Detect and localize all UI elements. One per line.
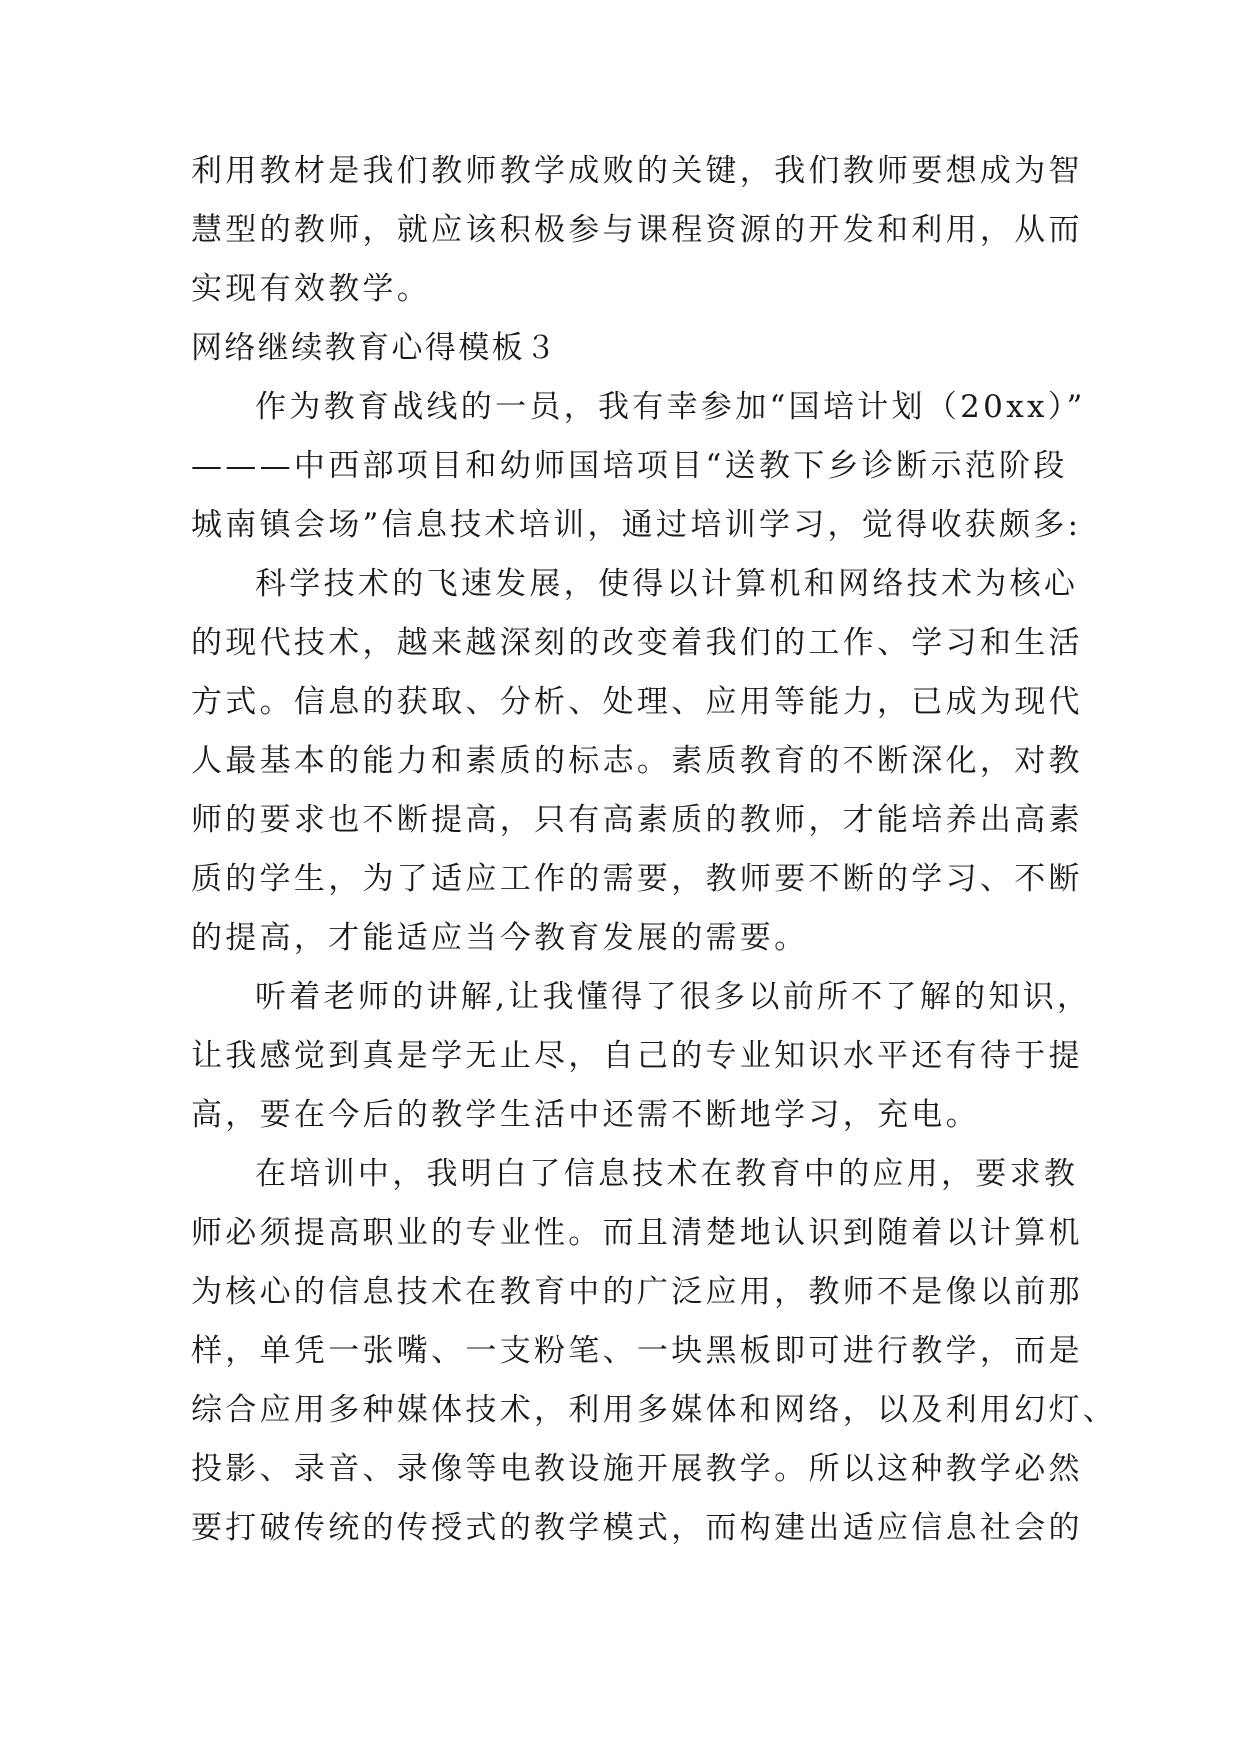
paragraph-line: 师的要求也不断提高，只有高素质的教师，才能培养出高素: [191, 802, 1083, 838]
paragraph-line: 人最基本的能力和素质的标志。素质教育的不断深化，对教: [191, 743, 1083, 779]
paragraph-line: 要打破传统的传授式的教学模式，而构建出适应信息社会的: [191, 1510, 1083, 1546]
section-heading: 网络继续教育心得模板３: [191, 330, 559, 366]
paragraph-line: 科学技术的飞速发展，使得以计算机和网络技术为核心: [255, 566, 1079, 602]
paragraph-line: 利用教材是我们教师教学成败的关键，我们教师要想成为智: [191, 153, 1083, 189]
paragraph-line: 城南镇会场”信息技术培训，通过培训学习，觉得收获颇多:: [191, 507, 1082, 543]
paragraph-line: 作为教育战线的一员，我有幸参加“国培计划（20xx）”: [255, 389, 1086, 425]
paragraph-line: 慧型的教师，就应该积极参与课程资源的开发和利用，从而: [191, 212, 1083, 248]
paragraph-line: 质的学生，为了适应工作的需要，教师要不断的学习、不断: [191, 861, 1083, 897]
paragraph-line: 的现代技术，越来越深刻的改变着我们的工作、学习和生活: [191, 625, 1083, 661]
paragraph-line: 在培训中，我明白了信息技术在教育中的应用，要求教: [255, 1156, 1079, 1192]
paragraph-line: 为核心的信息技术在教育中的广泛应用，教师不是像以前那: [191, 1274, 1083, 1310]
paragraph-line: ———中西部项目和幼师国培项目“送教下乡诊断示范阶段: [191, 448, 1068, 484]
paragraph-line: 的提高，才能适应当今教育发展的需要。: [191, 920, 809, 956]
paragraph-line: 实现有效教学。: [191, 271, 432, 307]
document-page: [191, 142, 1118, 1558]
paragraph-line: 高，要在今后的教学生活中还需不断地学习，充电。: [191, 1097, 980, 1133]
paragraph-line: 投影、录音、录像等电教设施开展教学。所以这种教学必然: [191, 1451, 1083, 1487]
paragraph-line: 样，单凭一张嘴、一支粉笔、一块黑板即可进行教学，而是: [191, 1333, 1083, 1369]
paragraph-line: 师必须提高职业的专业性。而且清楚地认识到随着以计算机: [191, 1215, 1083, 1251]
paragraph-line: 听着老师的讲解,让我懂得了很多以前所不了解的知识，: [255, 979, 1092, 1015]
paragraph-line: 让我感觉到真是学无止尽，自己的专业知识水平还有待于提: [191, 1038, 1083, 1074]
paragraph-line: 综合应用多种媒体技术，利用多媒体和网络，以及利用幻灯、: [191, 1392, 1118, 1428]
paragraph-line: 方式。信息的获取、分析、处理、应用等能力，已成为现代: [191, 684, 1083, 720]
